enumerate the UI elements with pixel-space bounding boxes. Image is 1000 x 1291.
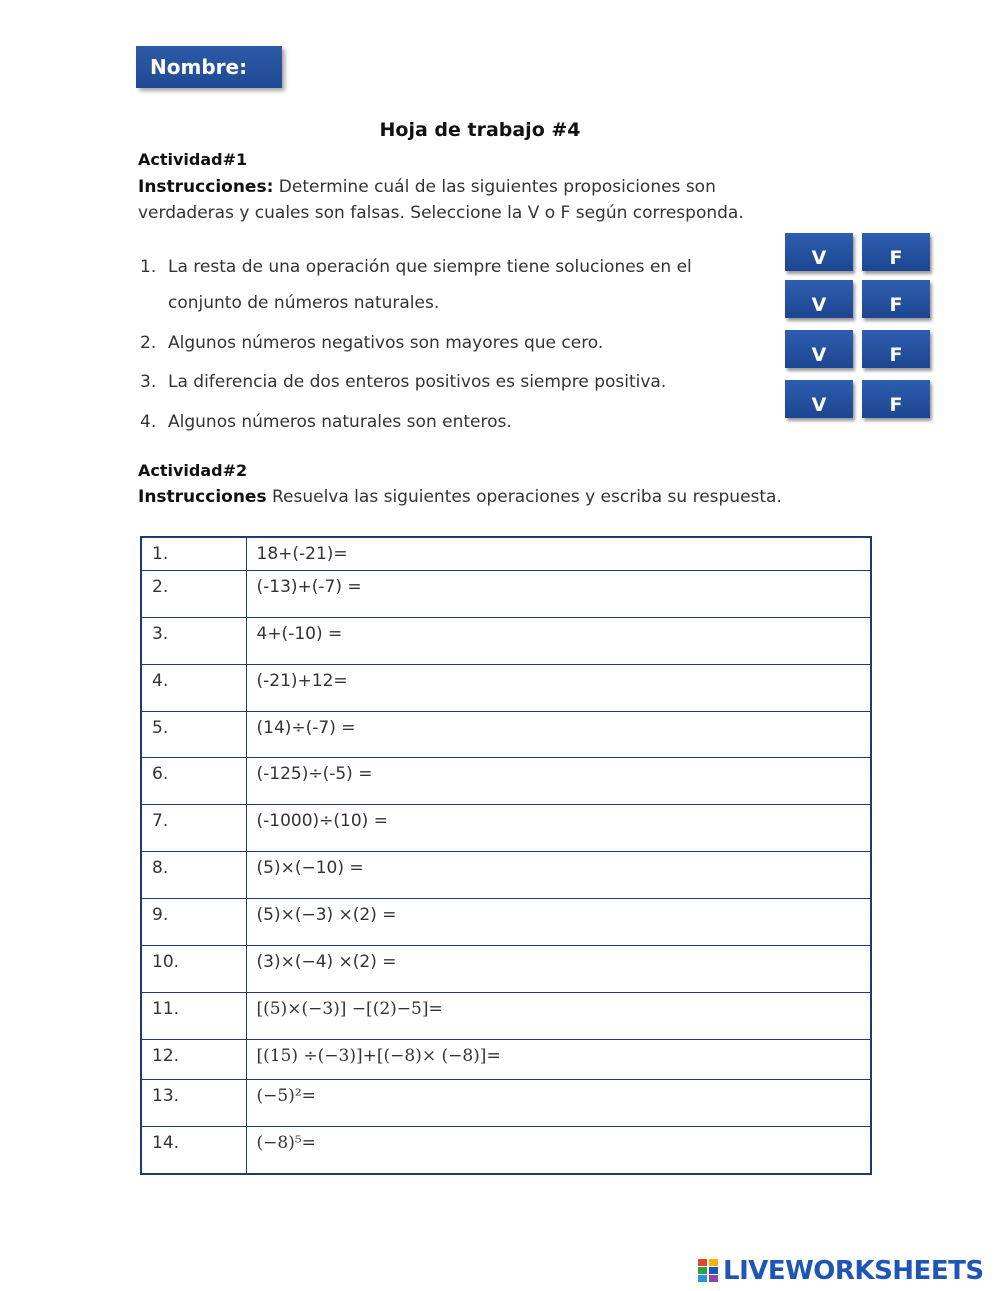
- answer-cell[interactable]: (-21)+12=: [246, 665, 871, 712]
- question-text: La resta de una operación que siempre tiene soluciones en el: [168, 257, 692, 277]
- table-row: [141, 1080, 871, 1127]
- row-number: 3.: [141, 618, 246, 665]
- table-row: [141, 618, 871, 665]
- question-number: 1.: [140, 257, 157, 277]
- table-row: [141, 852, 871, 899]
- row-number: 4.: [141, 665, 246, 712]
- activity2-instr-text: Resuelva las siguientes operaciones y escriba su respuesta.: [266, 487, 782, 507]
- false-button-q1[interactable]: F: [862, 233, 930, 271]
- activity1-instr-line1: Determine cuál de las siguientes proposiciones son: [273, 177, 716, 197]
- row-number: 8.: [141, 852, 246, 899]
- row-number: 13.: [141, 1080, 246, 1127]
- brand-name: LIVEWORKSHEETS: [723, 1256, 984, 1286]
- false-button-q2[interactable]: F: [862, 280, 930, 318]
- question-2: [140, 325, 603, 361]
- row-number: 1.: [141, 537, 246, 571]
- activity2-heading: Actividad#2: [138, 461, 248, 480]
- false-button-q3[interactable]: F: [862, 330, 930, 368]
- table-row: [141, 758, 871, 805]
- activity2-instructions: [138, 484, 858, 510]
- row-number: 9.: [141, 899, 246, 946]
- table-row: [141, 712, 871, 758]
- table-row: [141, 993, 871, 1040]
- activity2-instr-label: Instrucciones: [138, 487, 267, 507]
- answer-cell[interactable]: (−8)⁵=: [246, 1127, 871, 1174]
- question-4: [140, 404, 512, 440]
- row-number: 6.: [141, 758, 246, 805]
- answer-cell[interactable]: (5)×(−3) ×(2) =: [246, 899, 871, 946]
- liveworksheets-logo: [698, 1256, 984, 1286]
- answer-cell[interactable]: (−5)²=: [246, 1080, 871, 1127]
- true-button-q3[interactable]: V: [785, 330, 853, 368]
- question-text: La diferencia de dos enteros positivos es siempre positiva.: [168, 372, 667, 392]
- row-number: 5.: [141, 712, 246, 758]
- row-number: 11.: [141, 993, 246, 1040]
- table-row: [141, 571, 871, 618]
- row-number: 7.: [141, 805, 246, 852]
- table-row: [141, 537, 871, 571]
- question-1: [140, 249, 692, 313]
- row-number: 12.: [141, 1040, 246, 1080]
- table-row: [141, 1127, 871, 1174]
- question-text-continued: conjunto de números naturales.: [168, 293, 440, 313]
- activity1-heading: Actividad#1: [138, 150, 248, 169]
- answer-cell[interactable]: 18+(-21)=: [246, 537, 871, 571]
- answer-cell[interactable]: 4+(-10) =: [246, 618, 871, 665]
- answer-cell[interactable]: [(5)×(−3)] −[(2)−5]=: [246, 993, 871, 1040]
- page-title: Hoja de trabajo #4: [379, 119, 581, 141]
- question-number: 3.: [140, 372, 157, 392]
- answer-cell[interactable]: (3)×(−4) ×(2) =: [246, 946, 871, 993]
- logo-icon: [698, 1259, 720, 1283]
- activity1-instr-line2: verdaderas y cuales son falsas. Seleccione la V o F según corresponda.: [138, 203, 744, 223]
- activity1-instructions: [138, 174, 858, 226]
- answer-cell[interactable]: [(15) ÷(−3)]+[(−8)× (−8)]=: [246, 1040, 871, 1080]
- table-row: [141, 665, 871, 712]
- operations-table: [140, 536, 872, 1175]
- row-number: 10.: [141, 946, 246, 993]
- question-3: [140, 364, 666, 400]
- answer-cell[interactable]: (14)÷(-7) =: [246, 712, 871, 758]
- activity1-instr-label: Instrucciones:: [138, 177, 274, 197]
- row-number: 2.: [141, 571, 246, 618]
- question-number: 2.: [140, 333, 157, 353]
- false-button-q4[interactable]: F: [862, 380, 930, 418]
- answer-cell[interactable]: (-13)+(-7) =: [246, 571, 871, 618]
- true-button-q4[interactable]: V: [785, 380, 853, 418]
- question-number: 4.: [140, 412, 157, 432]
- row-number: 14.: [141, 1127, 246, 1174]
- answer-cell[interactable]: (-1000)÷(10) =: [246, 805, 871, 852]
- question-text: Algunos números negativos son mayores que cero.: [168, 333, 604, 353]
- question-text: Algunos números naturales son enteros.: [168, 412, 512, 432]
- name-label-box: [136, 46, 282, 88]
- table-row: [141, 899, 871, 946]
- true-button-q2[interactable]: V: [785, 280, 853, 318]
- true-button-q1[interactable]: V: [785, 233, 853, 271]
- answer-cell[interactable]: (-125)÷(-5) =: [246, 758, 871, 805]
- table-row: [141, 946, 871, 993]
- table-row: [141, 805, 871, 852]
- table-row: [141, 1040, 871, 1080]
- name-label: Nombre:: [150, 55, 248, 79]
- answer-cell[interactable]: (5)×(−10) =: [246, 852, 871, 899]
